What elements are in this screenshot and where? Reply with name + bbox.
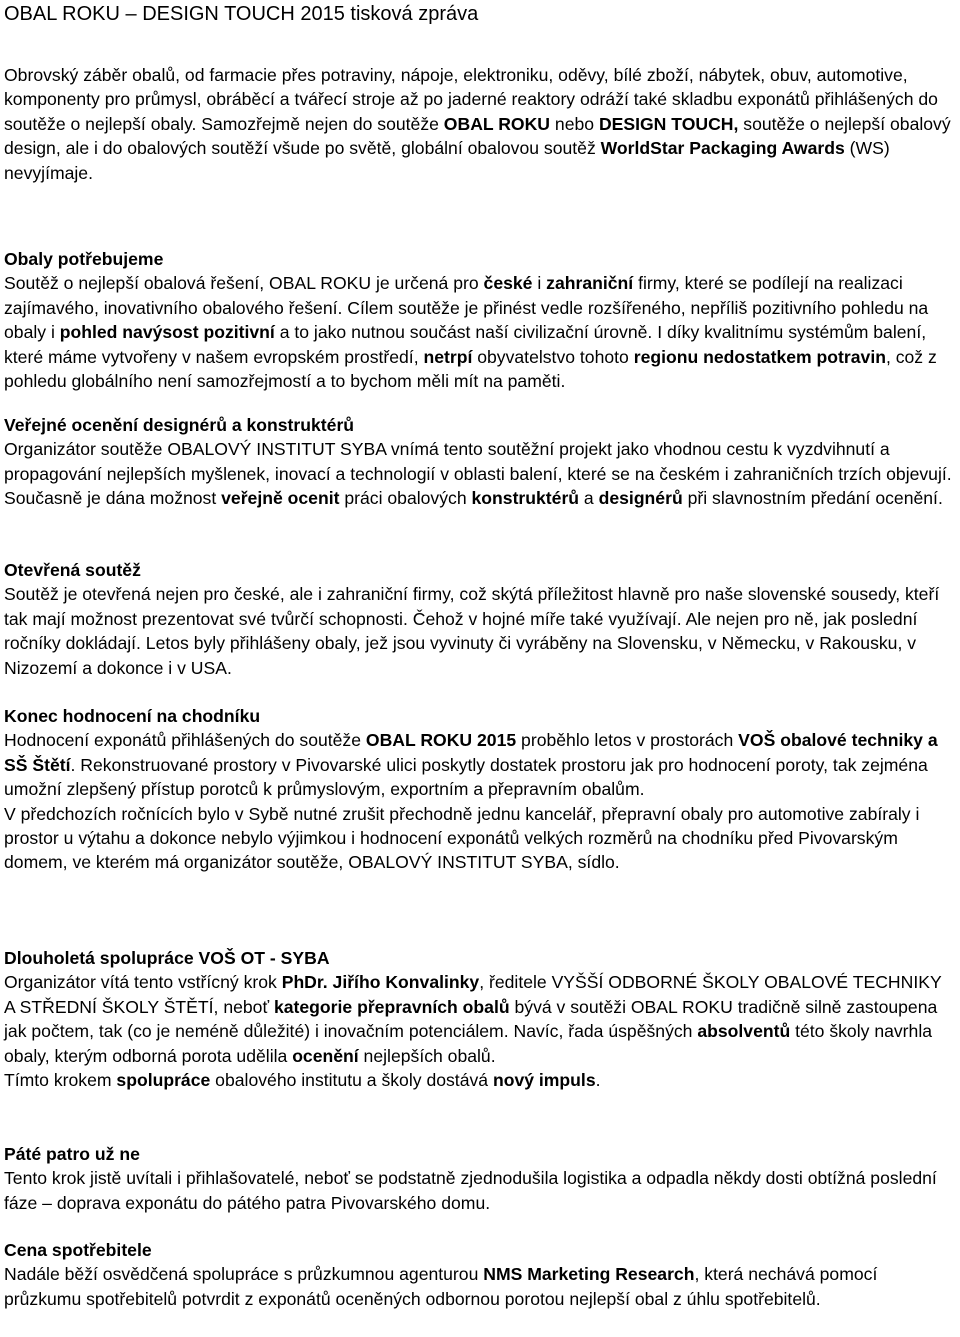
section-body — [4, 730, 938, 872]
section-heading: Dlouholetá spolupráce VOŠ OT - SYBA — [4, 948, 330, 968]
section-heading: Veřejné ocenění designérů a konstruktérů — [4, 415, 355, 435]
text-run: V předchozích ročnících bylo v Sybě nutné zrušit přechodně jednu kancelář, přepravní obaly pro automotive zabíraly i prostor u výtahu a dokonce nebylo výjimkou i hodnocení exponátů velkých rozměrů na chodníku před Pivovarským domem, ve kterém má organizátor soutěže, OBALOVÝ INSTITUT SYBA, sídlo. — [4, 803, 920, 873]
text-run: a to jako nutnou součást naší civilizační úrovně. I díky kvalitnímu systémům balení, které máme vytvořeny v našem evropském prostředí, — [4, 322, 927, 367]
bold-text: zahraniční — [546, 273, 634, 294]
bold-text: OBAL ROKU — [443, 113, 551, 134]
section-cena-spotrebitele — [4, 1238, 956, 1311]
text-run: . Rekonstruované prostory v Pivovarské ulici poskytly dostatek prostoru jak pro hodnocení poroty, tak zejména umožní zlepšený přístup porotců k průmyslovým, exportním a přepravním obalům. — [4, 754, 928, 800]
text-run: obalového institutu a školy dostává — [210, 1070, 493, 1091]
intro-body — [4, 65, 951, 183]
bold-text: NMS Marketing Research — [483, 1264, 695, 1285]
text-run: práci obalových — [339, 488, 472, 509]
text-run: Organizátor soutěže OBALOVÝ INSTITUT SYBA vnímá tento soutěžní projekt jako vhodnou cestu k vyzdvihnutí a propagování nejlepších myšlenek, inovací a technologií v oblasti balení, které se na českém i zahraničních trzích objevují. Současně je dána možnost — [4, 439, 952, 509]
text-run: bývá v soutěži OBAL ROKU tradičně silně zastoupena jak počtem, tak (co je neméně důležité) i inovačním potenciálem. Navíc, řada úspěšných — [4, 996, 938, 1042]
text-run: i — [532, 273, 547, 294]
section-heading: Konec hodnocení na chodníku — [4, 706, 261, 726]
section-obaly-potrebujeme — [4, 247, 956, 393]
text-run: Hodnocení exponátů přihlášených do soutěže — [4, 730, 366, 751]
section-heading: Cena spotřebitele — [4, 1240, 152, 1260]
section-body — [4, 584, 939, 677]
text-run: , ředitele VYŠŠÍ ODBORNÉ ŠKOLY OBALOVÉ TECHNIKY A STŘEDNÍ ŠKOLY ŠTĚTÍ, neboť — [4, 972, 942, 1017]
section-pate-patro — [4, 1142, 956, 1215]
bold-text: VOŠ obalové techniky a SŠ Štětí — [4, 730, 938, 775]
section-otevrena-soutez — [4, 558, 956, 680]
text-run: Tento krok jistě uvítali i přihlašovatelé, neboť se podstatně zjednodušila logistika a odpadla někdy dosti obtížná poslední fáze – doprava exponátu do pátého patra Pivovarského domu. — [4, 1168, 937, 1213]
text-run: při slavnostním předání ocenění. — [682, 488, 943, 509]
bold-text: nový impuls — [492, 1070, 596, 1091]
text-run: proběhlo letos v prostorách — [516, 730, 739, 751]
section-konec-hodnoceni — [4, 704, 956, 875]
bold-text: PhDr. Jiřího Konvalinky — [281, 972, 480, 993]
bold-text: veřejně ocenit — [221, 488, 340, 509]
text-run: Nadále běží osvědčená spolupráce s průzkumnou agenturou — [4, 1264, 484, 1285]
bold-text: konstruktérů — [471, 488, 580, 509]
bold-text: české — [483, 273, 533, 294]
text-run: nejlepších obalů. — [358, 1045, 496, 1066]
text-run: soutěže o nejlepší obalový design, ale i do obalových soutěží všude po světě, globální obalovou soutěž — [4, 113, 951, 159]
section-body — [4, 273, 937, 391]
bold-text: netrpí — [423, 346, 473, 367]
text-run: obyvatelstvo tohoto — [472, 346, 634, 367]
text-run: (WS) nevyjímaje. — [4, 138, 890, 183]
section-verejne-oceneni — [4, 413, 956, 511]
bold-text: kategorie přepravních obalů — [273, 996, 510, 1017]
bold-text: absolventů — [697, 1021, 791, 1042]
section-body — [4, 972, 941, 1090]
text-run: Obrovský záběr obalů, od farmacie přes potraviny, nápoje, elektroniku, oděvy, bílé zboží, nábytek, obuv, automotive, komponenty pro průmysl, obráběcí a tvářecí stroje až po jaderné reaktory odráží také skladbu exponátů přihlášených do soutěže o nejlepší obaly. Samozřejmě nejen do soutěže — [4, 65, 938, 134]
text-run: a — [579, 488, 599, 509]
section-dlouhodoba-spoluprace — [4, 946, 956, 1092]
bold-text: regionu nedostatkem potravin — [633, 346, 886, 367]
text-run: . — [595, 1070, 601, 1091]
bold-text: ocenění — [292, 1045, 359, 1066]
bold-text: DESIGN TOUCH, — [598, 113, 739, 134]
text-run: , která nechává pomocí průzkumu spotřebitelů potvrdit z exponátů oceněných odbornou porotou nejlepší obal z úhlu spotřebitelů. — [4, 1264, 878, 1309]
text-run: Tímto krokem — [4, 1070, 117, 1091]
text-run: , což z pohledu globálního není samozřejmostí a to bychom měli mít na paměti. — [4, 346, 937, 392]
section-body — [4, 1264, 877, 1308]
bold-text: pohled navýsost pozitivní — [59, 322, 275, 343]
text-run: Soutěž je otevřená nejen pro české, ale i zahraniční firmy, což skýtá příležitost hlavně pro naše slovenské sousedy, kteří tak mají možnost prezentovat své tvůrčí schopnosti. Čehož v hojné míře také využívají. Ale nejen pro ně, jak poslední ročníky dokládají. Letos byly přihlášeny obaly, jež jsou vyvinuty či vyráběny na Slovensku, v Německu, v Rakousku, v Nizozemí a dokonce i v USA. — [4, 584, 940, 678]
bold-text: WorldStar Packaging Awards — [600, 138, 845, 159]
section-heading: Obaly potřebujeme — [4, 249, 164, 269]
section-heading: Páté patro už ne — [4, 1144, 140, 1164]
bold-text: spolupráce — [116, 1070, 211, 1091]
bold-text: designérů — [598, 488, 683, 509]
section-body — [4, 439, 952, 508]
text-run: Organizátor vítá tento vstřícný krok — [4, 972, 282, 993]
text-run: nebo — [550, 113, 599, 134]
text-run: této školy navrhla obaly, kterým odborná porota udělila — [4, 1021, 933, 1066]
intro-paragraph — [4, 63, 956, 185]
text-run: Soutěž o nejlepší obalová řešení, OBAL ROKU je určená pro — [4, 273, 484, 294]
section-heading: Otevřená soutěž — [4, 560, 141, 580]
text-run: firmy, které se podílejí na realizaci zajímavého, inovativního obalového řešení. Cílem soutěže je přinést vedle rozšířeného, nepříliš pozitivního pohledu na obaly i — [4, 273, 929, 343]
section-body — [4, 1168, 937, 1212]
bold-text: OBAL ROKU 2015 — [365, 730, 517, 751]
document-title: OBAL ROKU – DESIGN TOUCH 2015 tisková zpráva — [4, 3, 479, 25]
